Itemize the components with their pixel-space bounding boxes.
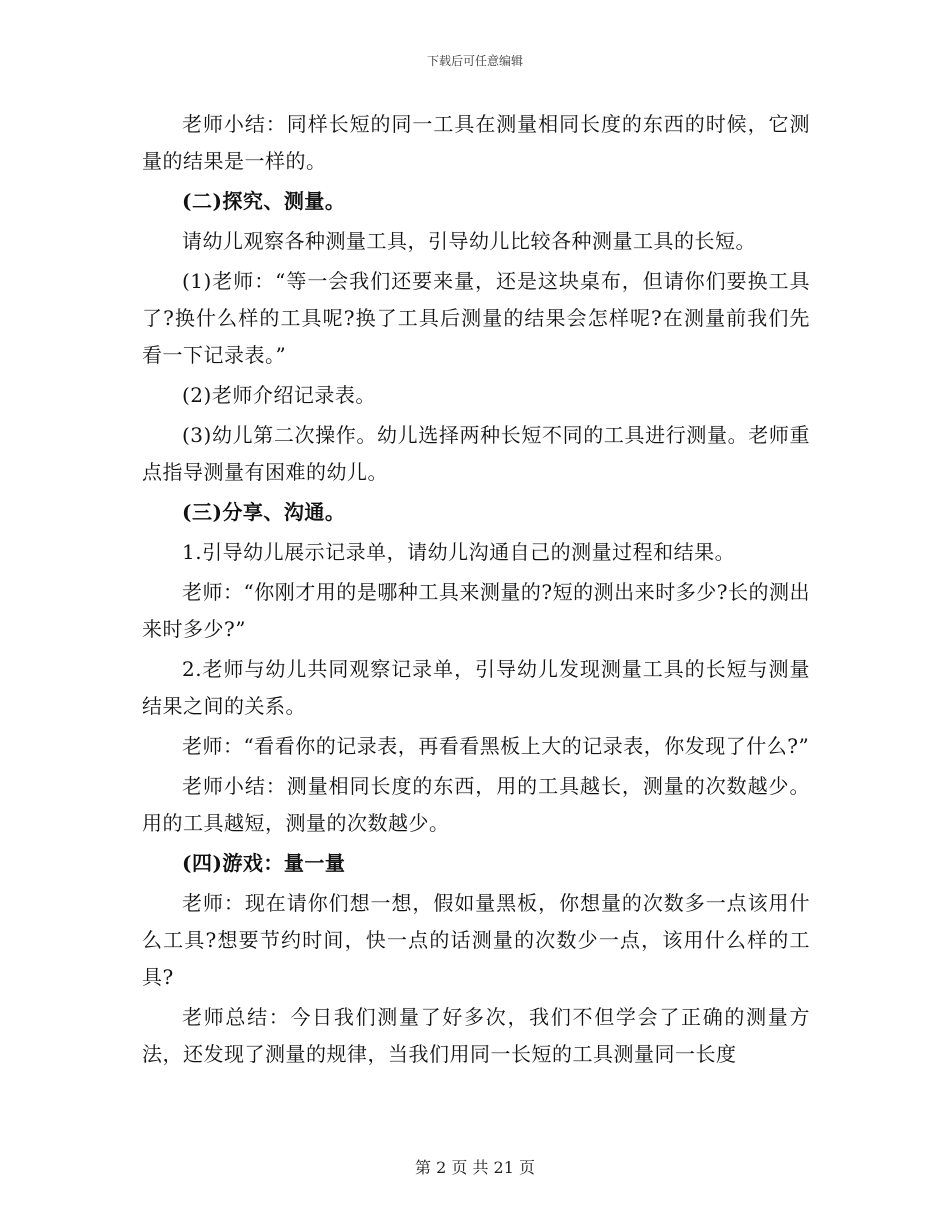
section-heading-3: (三)分享、沟通。 <box>182 500 346 524</box>
paragraph-10: 2.老师与幼儿共同观察记录单，引导幼儿发现测量工具的长短与测量结果之间的关系。 <box>142 657 810 718</box>
paragraph-14: 老师：现在请你们想一想，假如量黑板，你想量的次数多一点该用什么工具?想要节约时间，快一点的话测量的次数少一点，该用什么样的工具? <box>142 891 810 989</box>
paragraph-8: 1.引导幼儿展示记录单，请幼儿沟通自己的测量过程和结果。 <box>182 540 736 564</box>
paragraph-3: 请幼儿观察各种测量工具，引导幼儿比较各种测量工具的长短。 <box>182 229 756 253</box>
paragraph-12: 老师小结：测量相同长度的东西，用的工具越长，测量的次数越少。用的工具越短，测量的次数越少。 <box>142 774 810 835</box>
paragraph-4: (1)老师：“等一会我们还要来量，还是这块桌布，但请你们要换工具了?换什么样的工具呢?换了工具后测量的结果会怎样呢?在测量前我们先看一下记录表。” <box>142 269 810 367</box>
paragraph-6: (3)幼儿第二次操作。幼儿选择两种长短不同的工具进行测量。老师重点指导测量有困难的幼儿。 <box>142 423 810 484</box>
paragraph-11: 老师：“看看你的记录表，再看看黑板上大的记录表，你发现了什么?” <box>182 734 810 758</box>
page-number-footer: 第 2 页 共 21 页 <box>415 1158 535 1177</box>
paragraph-1: 老师小结：同样长短的同一工具在测量相同长度的东西的时候，它测量的结果是一样的。 <box>142 112 810 173</box>
page-header-note: 下载后可任意编辑 <box>426 54 523 68</box>
paragraph-9: 老师：“你刚才用的是哪种工具来测量的?短的测出来时多少?长的测出来时多少?” <box>142 580 810 641</box>
paragraph-5: (2)老师介绍记录表。 <box>182 383 376 407</box>
section-heading-2: (二)探究、测量。 <box>182 189 346 213</box>
section-heading-4: (四)游戏：量一量 <box>182 851 346 875</box>
paragraph-15: 老师总结：今日我们测量了好多次，我们不但学会了正确的测量方法，还发现了测量的规律，当我们用同一长短的工具测量同一长度 <box>142 1005 810 1066</box>
document-body <box>142 106 810 1076</box>
